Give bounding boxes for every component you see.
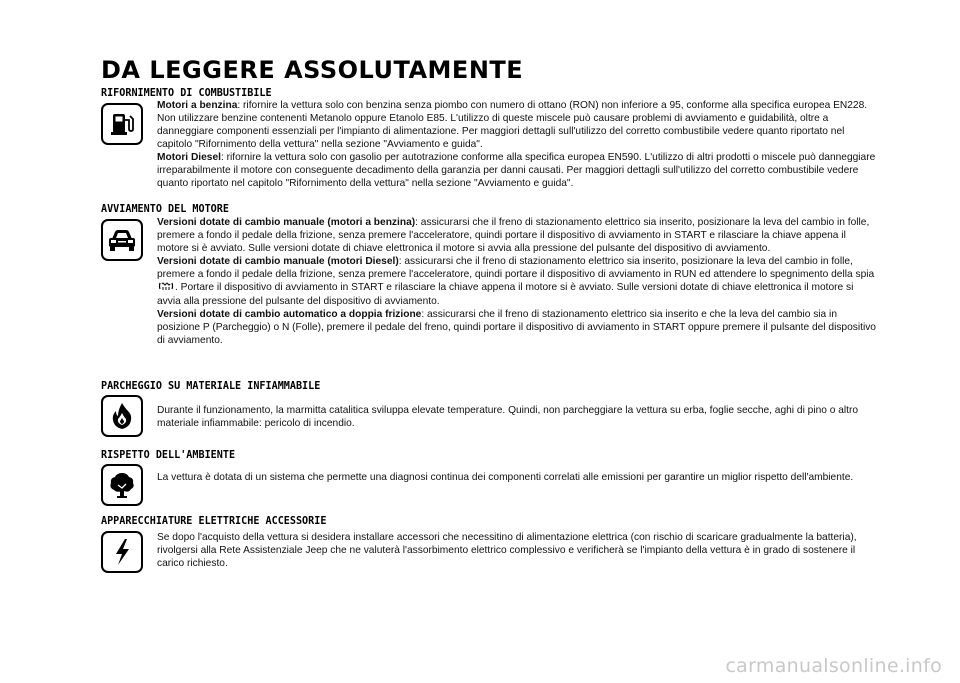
car-front-icon: [101, 219, 143, 261]
fuel-petrol-paragraph: [157, 99, 879, 151]
engine-automatic-label: Versioni dotate di cambio automatico a doppia frizione: [157, 309, 422, 320]
fuel-diesel-label: Motori Diesel: [157, 152, 221, 163]
glow-plug-icon: [159, 281, 173, 295]
engine-manual-diesel-text-a: : assicurarsi che il freno di stazionamento elettrico sia inserito, posizionare la leva del cambio in folle, premere a fondo il pedale della frizione, senza premere l'acceleratore, quindi portare il dispositivo di avviamento in RUN ed attendere lo spegnimento della spia: [157, 256, 875, 280]
electrical-text: [157, 531, 879, 570]
section-fuel: [101, 86, 881, 189]
engine-manual-petrol-label: Versioni dotate di cambio manuale (motori a benzina): [157, 217, 416, 228]
engine-manual-diesel-paragraph: [157, 255, 879, 308]
fuel-diesel-paragraph: [157, 151, 879, 190]
engine-manual-diesel-label: Versioni dotate di cambio manuale (motori Diesel): [157, 256, 399, 267]
section-heading-engine: AVVIAMENTO DEL MOTORE: [101, 202, 229, 215]
parking-text: [157, 404, 879, 430]
section-heading-fuel: RIFORNIMENTO DI COMBUSTIBILE: [101, 86, 272, 99]
section-heading-environment: RISPETTO DELL'AMBIENTE: [101, 448, 236, 461]
environment-paragraph: La vettura è dotata di un sistema che permette una diagnosi continua dei componenti correlati alle emissioni per garantire un miglior rispetto dell'ambiente.: [157, 472, 854, 483]
engine-manual-petrol-text: : assicurarsi che il freno di stazionamento elettrico sia inserito, posizionare la leva del cambio in folle, premere a fondo il pedale della frizione, senza premere l'acceleratore, quindi portare il dispositivo di avviamento in START e rilasciare la chiave appena il motore si è avviato. Sulle versioni dotate di chiave elettronica il motore si avvia alla pressione del pulsante del dispositivo di avviamento.: [157, 217, 870, 254]
engine-automatic-text: : assicurarsi che il freno di stazionamento elettrico sia inserito e che la leva del cambio sia in posizione P (Parcheggio) o N (Folle), premere il pedale del freno, quindi portare il dispositivo di avviamento in START oppure premere il pulsante del dispositivo di avviamento.: [157, 309, 876, 346]
fuel-text: [157, 99, 879, 190]
flame-icon: [101, 395, 143, 437]
section-heading-electrical: APPARECCHIATURE ELETTRICHE ACCESSORIE: [101, 514, 327, 527]
section-heading-parking: PARCHEGGIO SU MATERIALE INFIAMMABILE: [101, 379, 321, 392]
fuel-pump-icon: [101, 103, 143, 145]
engine-manual-petrol-paragraph: [157, 216, 879, 255]
page-title: DA LEGGERE ASSOLUTAMENTE: [101, 56, 524, 84]
section-environment: [101, 448, 881, 483]
tree-icon: [101, 464, 143, 506]
section-parking: [101, 379, 881, 429]
section-engine-start: [101, 202, 881, 346]
environment-text: [157, 471, 879, 484]
lightning-icon: [101, 531, 143, 573]
fuel-diesel-text: : rifornire la vettura solo con gasolio per autotrazione conforme alla specifica europea EN590. L'utilizzo di altri prodotti o miscele può danneggiare irreparabilmente il motore con conseguente decadimento della garanzia per danni causati. Per maggiori dettagli sull'utilizzo del corretto combustibile vedere quanto riportato nel capitolo "Rifornimento della vettura" nella sezione "Avviamento e guida".: [157, 152, 876, 189]
electrical-paragraph: Se dopo l'acquisto della vettura si desidera installare accessori che necessitino di alimentazione elettrica (con rischio di scaricare gradualmente la batteria), rivolgersi alla Rete Assistenziale Jeep che ne valuterà l'assorbimento elettrico complessivo e verificherà se l'impianto della vettura è in grado di sostenere il carico richiesto.: [157, 532, 857, 569]
watermark: carmanualsonline.info: [725, 655, 942, 677]
parking-paragraph: Durante il funzionamento, la marmitta catalitica sviluppa elevate temperature. Quindi, non parcheggiare la vettura su erba, foglie secche, aghi di pino o altro materiale infiammabile: pericolo di incendio.: [157, 405, 859, 429]
fuel-petrol-label: Motori a benzina: [157, 100, 238, 111]
engine-manual-diesel-text-b: . Portare il dispositivo di avviamento in START e rilasciare la chiave appena il motore si è avviato. Sulle versioni dotate di chiave elettronica il motore si avvia alla pressione del pulsante del dispositivo di avviamento.: [157, 282, 854, 307]
engine-automatic-paragraph: [157, 308, 879, 347]
engine-text: [157, 216, 879, 347]
section-electrical: [101, 514, 881, 569]
fuel-petrol-text: : rifornire la vettura solo con benzina senza piombo con numero di ottano (RON) non inferiore a 95, conforme alla specifica europea EN228. Non utilizzare benzine contenenti Metanolo oppure Etanolo E85. L'utilizzo di queste miscele può causare problemi di avviamento e guidabilità, oltre a danneggiare componenti essenziali per l'impianto di alimentazione. Per maggiori dettagli sull'utilizzo del corretto combustibile vedere quanto riportato nel capitolo "Rifornimento della vettura" nella sezione "Avviamento e guida".: [157, 100, 868, 150]
